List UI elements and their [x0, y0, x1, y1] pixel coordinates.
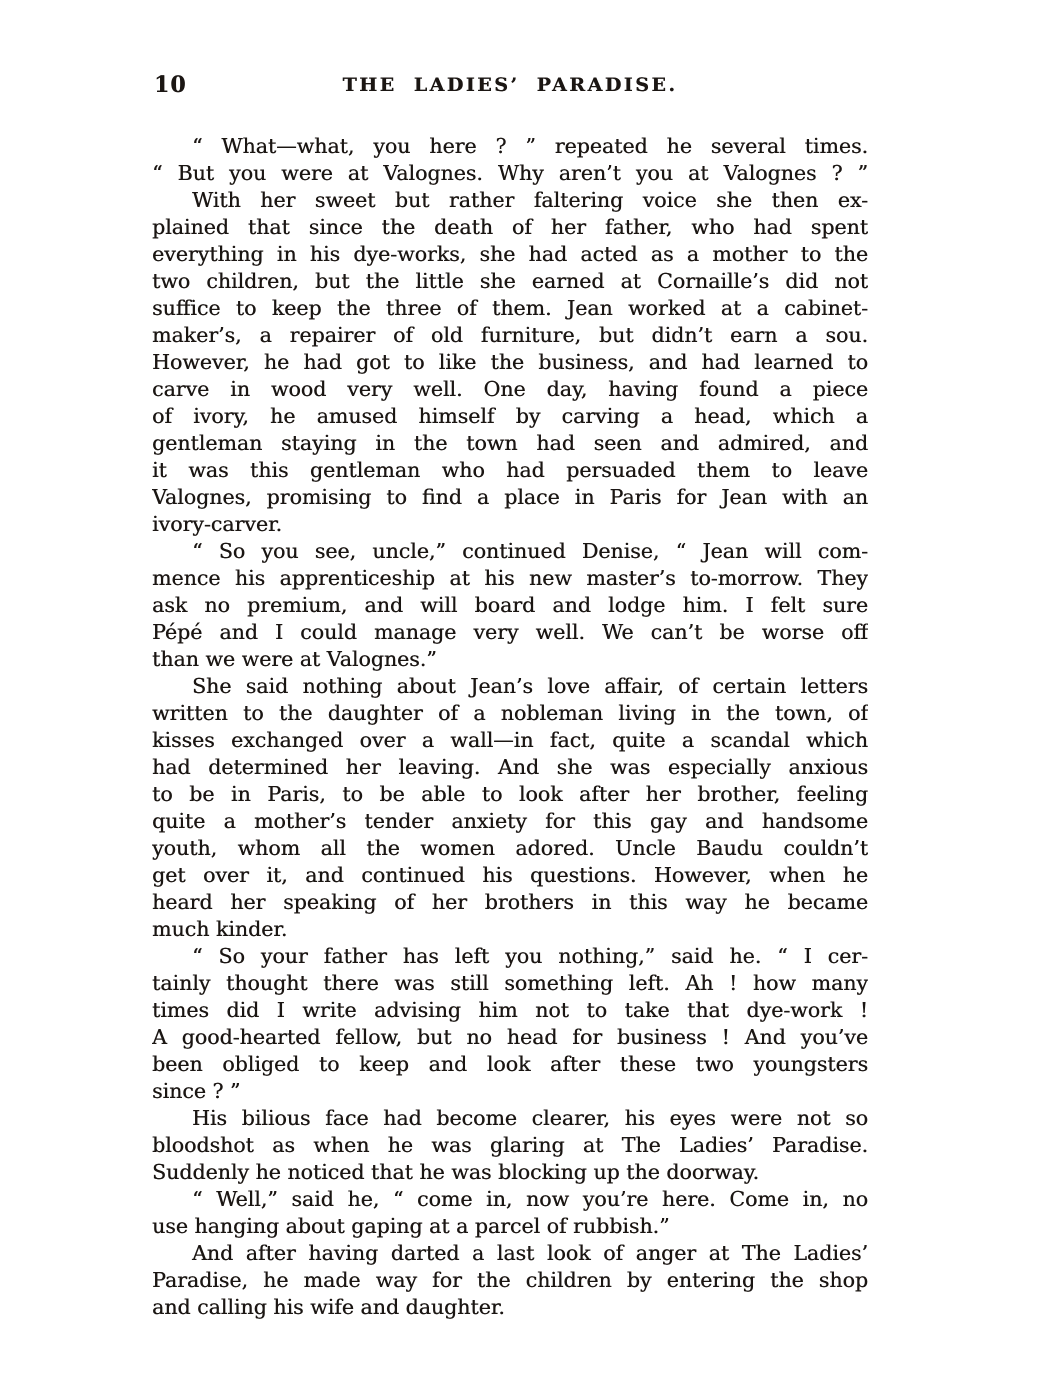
running-header-title: THE LADIES’ PARADISE. [342, 74, 678, 96]
text-line: than we were at Valognes.” [152, 647, 437, 671]
text-line: “ So you see, uncle,” continued Denise, “ Jean will com- [192, 539, 868, 563]
text-line: ivory-carver. [152, 512, 283, 536]
text-line: much kinder. [152, 917, 288, 941]
text-line: “ So your father has left you nothing,” said he. “ I cer- [192, 944, 868, 968]
text-line: ask no premium, and will board and lodge him. I felt sure [152, 593, 868, 617]
text-line: Suddenly he noticed that he was blocking up the doorway. [152, 1160, 760, 1184]
text-line: And after having darted a last look of anger at The Ladies’ [192, 1241, 868, 1265]
text-line: kisses exchanged over a wall—in fact, quite a scandal which [152, 728, 868, 752]
text-line: “ But you were at Valognes. Why aren’t you at Valognes ? ” [152, 161, 868, 185]
text-line: it was this gentleman who had persuaded them to leave [152, 458, 868, 482]
text-line: get over it, and continued his questions. However, when he [152, 863, 868, 887]
text-line: to be in Paris, to be able to look after her brother, feeling [152, 782, 868, 806]
text-line: since ? ” [152, 1079, 241, 1103]
text-line: Pépé and I could manage very well. We can’t be worse off [152, 620, 868, 644]
text-line: quite a mother’s tender anxiety for this gay and handsome [152, 809, 868, 833]
text-line: been obliged to keep and look after these two youngsters [152, 1052, 868, 1076]
text-line: “ What—what, you here ? ” repeated he several times. [192, 134, 868, 158]
text-line: However, he had got to like the business, and had learned to [152, 350, 868, 374]
text-line: of ivory, he amused himself by carving a head, which a [152, 404, 868, 428]
text-line: She said nothing about Jean’s love affair, of certain letters [192, 674, 868, 698]
page-body-text [152, 133, 868, 1321]
text-line: had determined her leaving. And she was especially anxious [152, 755, 868, 779]
text-line: A good-hearted fellow, but no head for business ! And you’ve [152, 1025, 868, 1049]
text-line: youth, whom all the women adored. Uncle Baudu couldn’t [152, 836, 868, 860]
text-line: mence his apprenticeship at his new master’s to-morrow. They [152, 566, 868, 590]
text-line: “ Well,” said he, “ come in, now you’re here. Come in, no [192, 1187, 868, 1211]
text-line: maker’s, a repairer of old furniture, but didn’t earn a sou. [152, 323, 868, 347]
text-line: everything in his dye-works, she had acted as a mother to the [152, 242, 868, 266]
text-line: gentleman staying in the town had seen and admired, and [152, 431, 868, 455]
text-line: heard her speaking of her brothers in this way he became [152, 890, 868, 914]
text-line: times did I write advising him not to take that dye-work ! [152, 998, 868, 1022]
text-line: bloodshot as when he was glaring at The Ladies’ Paradise. [152, 1133, 868, 1157]
running-header [152, 70, 868, 102]
text-line: use hanging about gaping at a parcel of rubbish.” [152, 1214, 670, 1238]
text-line: plained that since the death of her father, who had spent [152, 215, 868, 239]
text-line: His bilious face had become clearer, his eyes were not so [192, 1106, 868, 1130]
text-line: Valognes, promising to find a place in Paris for Jean with an [152, 485, 868, 509]
text-line: tainly thought there was still something left. Ah ! how many [152, 971, 868, 995]
page-number: 10 [154, 72, 187, 98]
text-line: carve in wood very well. One day, having found a piece [152, 377, 868, 401]
text-line: With her sweet but rather faltering voice she then ex- [192, 188, 868, 212]
text-line: and calling his wife and daughter. [152, 1295, 505, 1319]
text-line: Paradise, he made way for the children by entering the shop [152, 1268, 868, 1292]
text-line: suffice to keep the three of them. Jean worked at a cabinet- [152, 296, 868, 320]
text-line: two children, but the little she earned at Cornaille’s did not [152, 269, 868, 293]
text-line: written to the daughter of a nobleman living in the town, of [152, 701, 868, 725]
